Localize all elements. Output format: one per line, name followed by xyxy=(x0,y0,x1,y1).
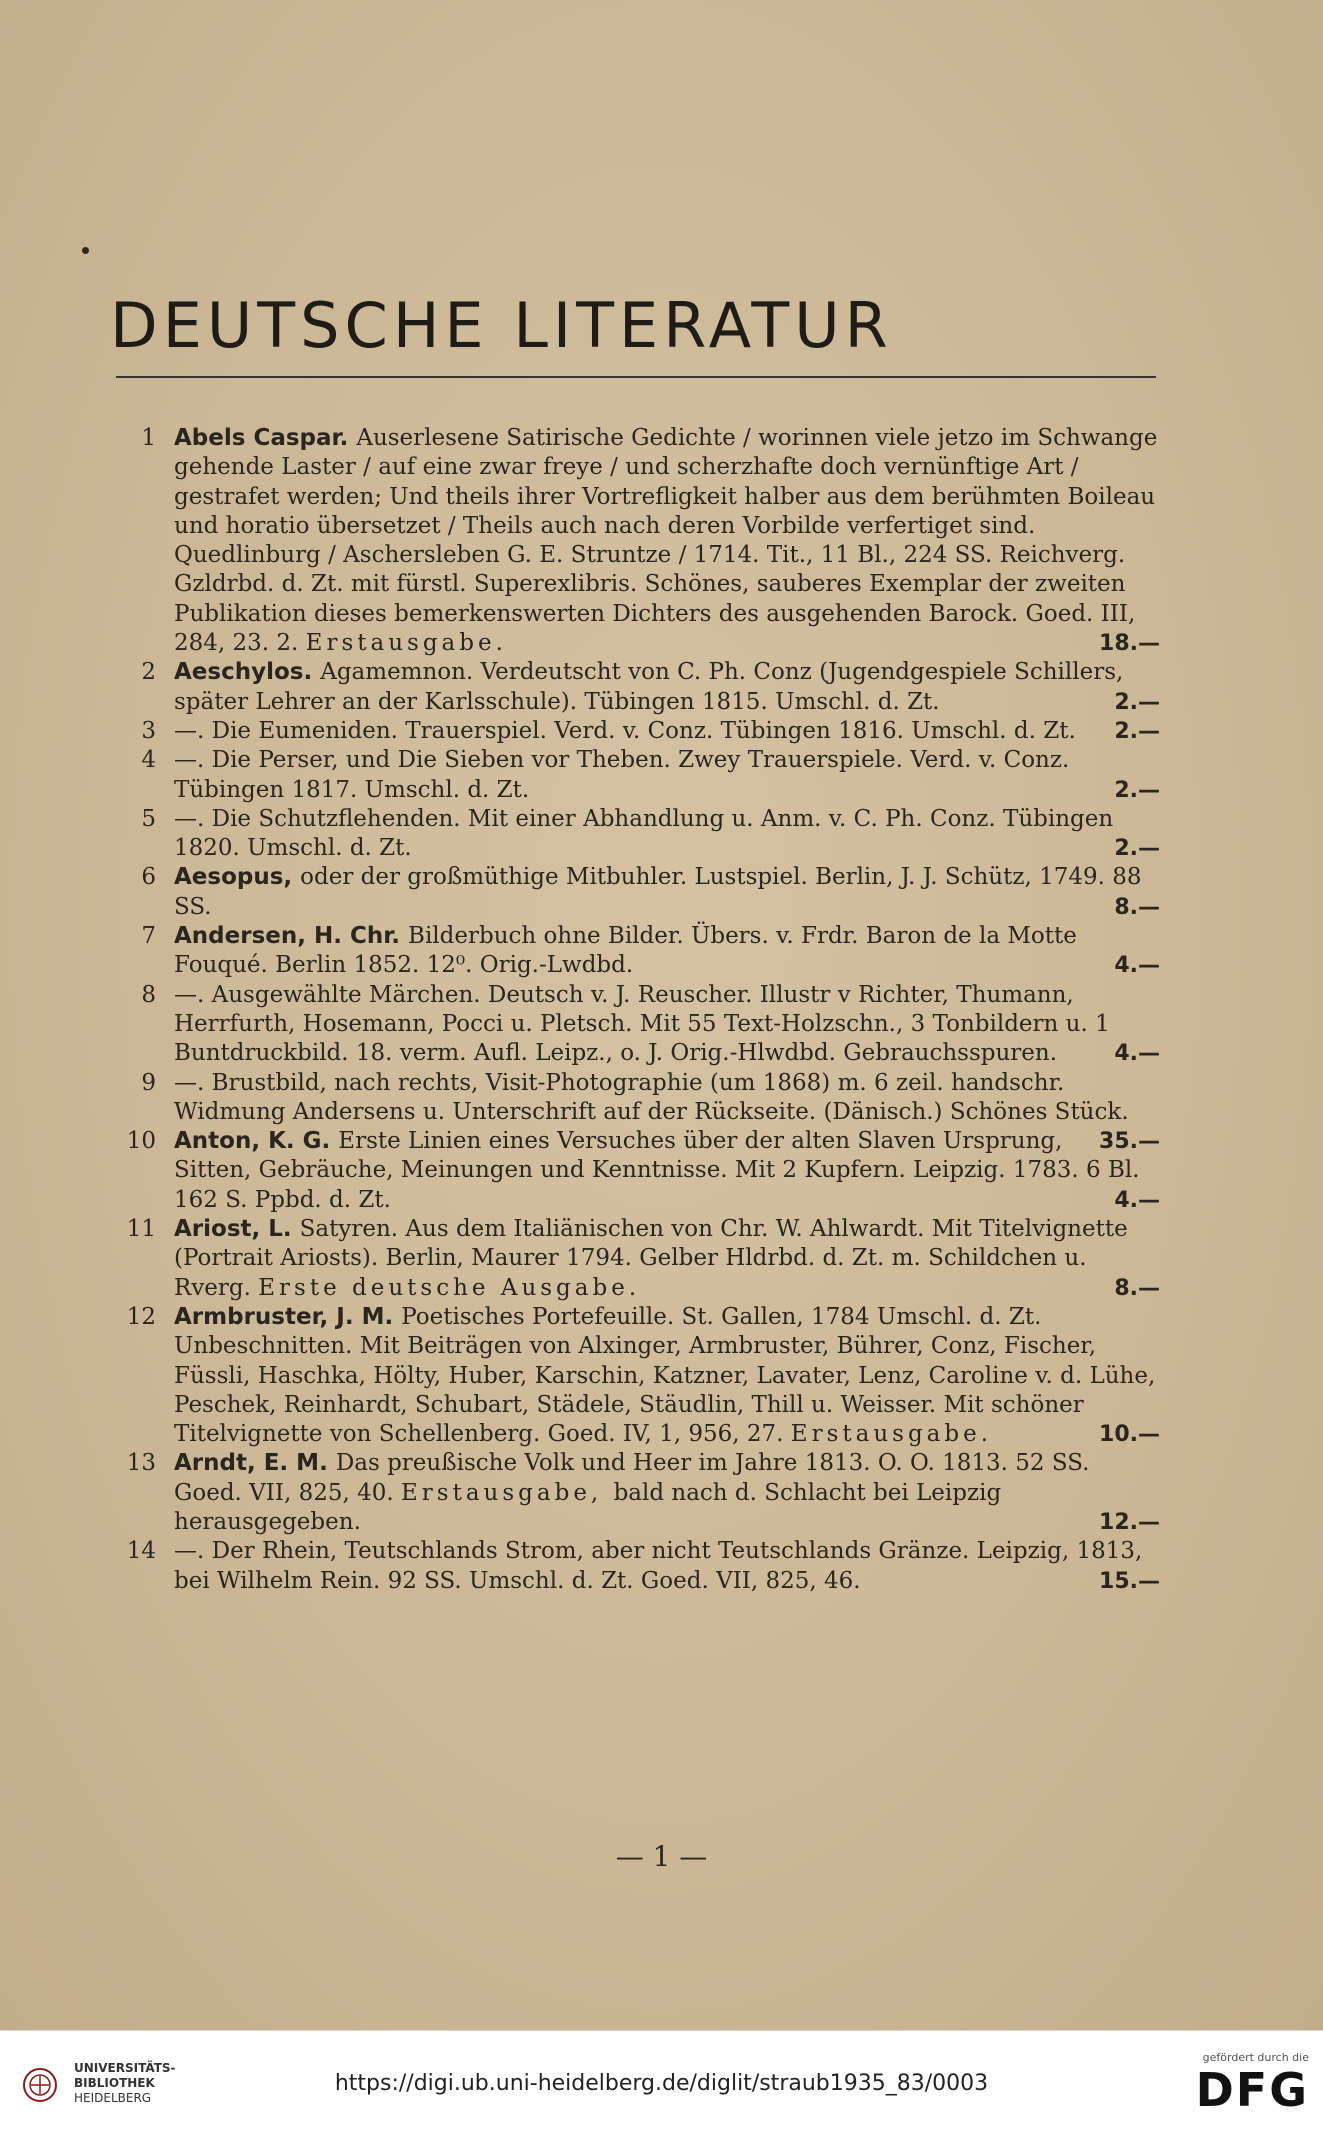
entry-number: 6 xyxy=(141,864,156,891)
entry-description: —. Der Rhein, Teutschlands Strom, aber nicht Teutschlands Gränze. Leipzig, 1813, bei Wilhelm Rein. 92 SS. Umschl. d. Zt. Goed. VII, 825, 46. xyxy=(174,1538,1143,1594)
institution-line-3: HEIDELBERG xyxy=(74,2091,152,2105)
page-number: — 1 — xyxy=(615,1840,708,1873)
entry-price: 4.— xyxy=(1114,1187,1160,1213)
entry-number: 4 xyxy=(141,747,156,774)
entry-price: 2.— xyxy=(1114,718,1160,744)
institution-line-2: BIBLIOTHEK xyxy=(74,2076,155,2090)
entry-author: Ariost, L. xyxy=(174,1216,300,1243)
entry-number: 10 xyxy=(126,1128,156,1155)
entry-text xyxy=(174,658,1160,717)
entry-price: 8.— xyxy=(1114,894,1160,920)
entry-price: 15.— xyxy=(1099,1568,1160,1594)
entry-text xyxy=(174,1537,1160,1596)
entry-text xyxy=(174,1303,1160,1449)
catalog-entry xyxy=(118,1127,1160,1215)
entry-text xyxy=(174,1215,1160,1303)
entry-edition-note: Erstausgabe, xyxy=(401,1479,614,1506)
catalog-entries xyxy=(118,424,1160,1596)
entry-description: Agamemnon. Verdeutscht von C. Ph. Conz (Jugendgespiele Schillers, später Lehrer an der Karlsschule). Tübingen 1815. Umschl. d. Zt. xyxy=(174,659,1124,715)
entry-author: Andersen, H. Chr. xyxy=(174,923,409,950)
entry-author: Aeschylos. xyxy=(174,659,321,686)
entry-number: 12 xyxy=(126,1303,156,1330)
entry-description: Poetisches Portefeuille. St. Gallen, 1784 Umschl. d. Zt. Unbeschnitten. Mit Beiträgen von Alxinger, Armbruster, Bührer, Conz, Fischer, Füssli, Haschka, Hölty, Huber, Karschin, Katzner, Lavater, Lenz, Caroline v. d. Lühe, Peschek, Reinhardt, Schubart, Städele, Stäudlin, Thill u. Weisser. Mit schöner Titelvignette von Schellenberg. Goed. IV, 1, 956, 27. xyxy=(174,1303,1156,1448)
margin-dot xyxy=(82,247,89,254)
entry-number: 7 xyxy=(141,923,156,950)
entry-price: 2.— xyxy=(1114,689,1160,715)
entry-price: 2.— xyxy=(1114,777,1160,803)
entry-number: 5 xyxy=(141,805,156,832)
entry-description: —. Die Perser, und Die Sieben vor Theben. Zwey Trauerspiele. Verd. v. Conz. Tübingen 1817. Umschl. d. Zt. xyxy=(174,747,1070,803)
catalog-entry xyxy=(118,863,1160,922)
entry-description: Satyren. Aus dem Italiänischen von Chr. W. Ahlwardt. Mit Titelvignette (Portrait Ariosts). Berlin, Maurer 1794. Gelber Hldrbd. d. Zt. m. Schildchen u. Rverg. xyxy=(174,1216,1128,1301)
catalog-entry xyxy=(118,1537,1160,1596)
entry-text xyxy=(174,746,1160,805)
entry-description: Bilderbuch ohne Bilder. Übers. v. Frdr. Baron de la Motte Fouqué. Berlin 1852. 12⁰. Orig.-Lwdbd. xyxy=(174,923,1077,979)
dfg-logo: DFG xyxy=(1195,2063,1309,2117)
page-title: DEUTSCHE LITERATUR xyxy=(110,289,893,362)
entry-price: 12.— xyxy=(1099,1509,1160,1535)
entry-price: 10.— xyxy=(1099,1422,1160,1448)
entry-edition-note: Erstausgabe. xyxy=(305,630,507,657)
catalog-entry xyxy=(118,424,1160,658)
catalog-entry xyxy=(118,1449,1160,1537)
entry-price: 18.— xyxy=(1099,631,1160,657)
catalog-entry xyxy=(118,922,1160,981)
institution-line-1: UNIVERSITÄTS- xyxy=(74,2061,176,2075)
entry-author: Aesopus, xyxy=(174,864,301,891)
entry-edition-note: Erstausgabe. xyxy=(790,1421,993,1448)
catalog-entry xyxy=(118,658,1160,717)
catalog-entry xyxy=(118,1303,1160,1449)
entry-description: Auserlesene Satirische Gedichte / worinnen viele jetzo im Schwange gehende Laster / auf eine zwar freye / und scherzhafte doch vernünftige Art / gestrafet werden; Und theils ihrer Vortrefligkeit halber aus dem berühmten Boileau und horatio übersetzet / Theils auch nach deren Vorbilde verfertiget sind. Quedlinburg / Aschersleben G. E. Struntze / 1714. Tit., 11 Bl., 224 SS. Reichverg. Gzldrbd. d. Zt. mit fürstl. Superexlibris. Schönes, sauberes Exemplar der zweiten Publikation dieses bemerkenswerten Dichters des ausgehenden Barock. Goed. III, 284, 23. 2. xyxy=(174,425,1158,657)
entry-price: 8.— xyxy=(1114,1275,1160,1301)
entry-author: Abels Caspar. xyxy=(174,425,357,451)
sponsor-block xyxy=(1159,2051,1309,2116)
catalog-entry xyxy=(118,805,1160,864)
entry-number: 3 xyxy=(141,717,156,744)
catalog-entry xyxy=(118,746,1160,805)
entry-price: 4.— xyxy=(1114,1041,1160,1067)
entry-number: 14 xyxy=(126,1538,156,1565)
entry-author: Anton, K. G. xyxy=(174,1128,339,1155)
entry-text xyxy=(174,1449,1160,1537)
entry-text xyxy=(174,424,1160,658)
catalog-entry xyxy=(118,981,1160,1069)
entry-description: Erste Linien eines Versuches über der alten Slaven Ursprung, Sitten, Gebräuche, Meinungen und Kenntnisse. Mit 2 Kupfern. Leipzig. 1783. 6 Bl. 162 S. Ppbd. d. Zt. xyxy=(174,1128,1140,1213)
entry-number: 9 xyxy=(141,1069,156,1096)
catalog-entry xyxy=(118,717,1160,746)
entry-number: 1 xyxy=(141,425,156,451)
catalog-entry xyxy=(118,1215,1160,1303)
entry-description: —. Ausgewählte Märchen. Deutsch v. J. Reuscher. Illustr v Richter, Thumann, Herrfurth, Hosemann, Pocci u. Pletsch. Mit 55 Text-Holzschn., 3 Tonbildern u. 1 Buntdruckbild. 18. verm. Aufl. Leipz., o. J. Orig.-Hlwdbd. Gebrauchsspuren. xyxy=(174,981,1110,1067)
entry-price: 35.— xyxy=(1099,1129,1160,1155)
entry-text xyxy=(174,1127,1160,1215)
entry-description: oder der großmüthige Mitbuhler. Lustspiel. Berlin, J. J. Schütz, 1749. 88 SS. xyxy=(174,864,1142,920)
entry-description: —. Brustbild, nach rechts, Visit-Photographie (um 1868) m. 6 zeil. handschr. Widmung Andersens u. Unterschrift auf der Rückseite. (Dänisch.) Schönes Stück. xyxy=(174,1069,1129,1125)
entry-description: —. Die Schutzflehenden. Mit einer Abhandlung u. Anm. v. C. Ph. Conz. Tübingen 1820. Umschl. d. Zt. xyxy=(174,805,1114,862)
entry-number: 13 xyxy=(126,1450,156,1477)
entry-description: Das preußische Volk und Heer im Jahre 1813. O. O. 1813. 52 SS. Goed. VII, 825, 40. xyxy=(174,1450,1090,1506)
entry-number: 11 xyxy=(126,1216,156,1243)
entry-text xyxy=(174,922,1160,981)
title-rule xyxy=(116,376,1156,378)
entry-number: 2 xyxy=(141,659,156,686)
entry-number: 8 xyxy=(141,981,156,1008)
entry-text xyxy=(174,805,1160,864)
entry-edition-note: Erste deutsche Ausgabe. xyxy=(258,1274,641,1301)
entry-tail: bald nach d. Schlacht bei Leipzig herausgegeben. xyxy=(174,1479,1002,1535)
entry-author: Armbruster, J. M. xyxy=(174,1303,402,1330)
entry-text xyxy=(174,863,1160,922)
viewer-footer xyxy=(0,2030,1323,2132)
entry-description: —. Die Eumeniden. Trauerspiel. Verd. v. Conz. Tübingen 1816. Umschl. d. Zt. xyxy=(174,717,1076,744)
entry-text xyxy=(174,981,1160,1069)
entry-text xyxy=(174,717,1160,746)
entry-author: Arndt, E. M. xyxy=(174,1450,336,1477)
document-url-link[interactable]: https://digi.ub.uni-heidelberg.de/diglit/straub1935_83/0003 xyxy=(334,2071,989,2096)
sponsor-label: gefördert durch die xyxy=(1202,2051,1309,2064)
entry-price: 4.— xyxy=(1114,953,1160,979)
entry-price: 2.— xyxy=(1114,836,1160,862)
